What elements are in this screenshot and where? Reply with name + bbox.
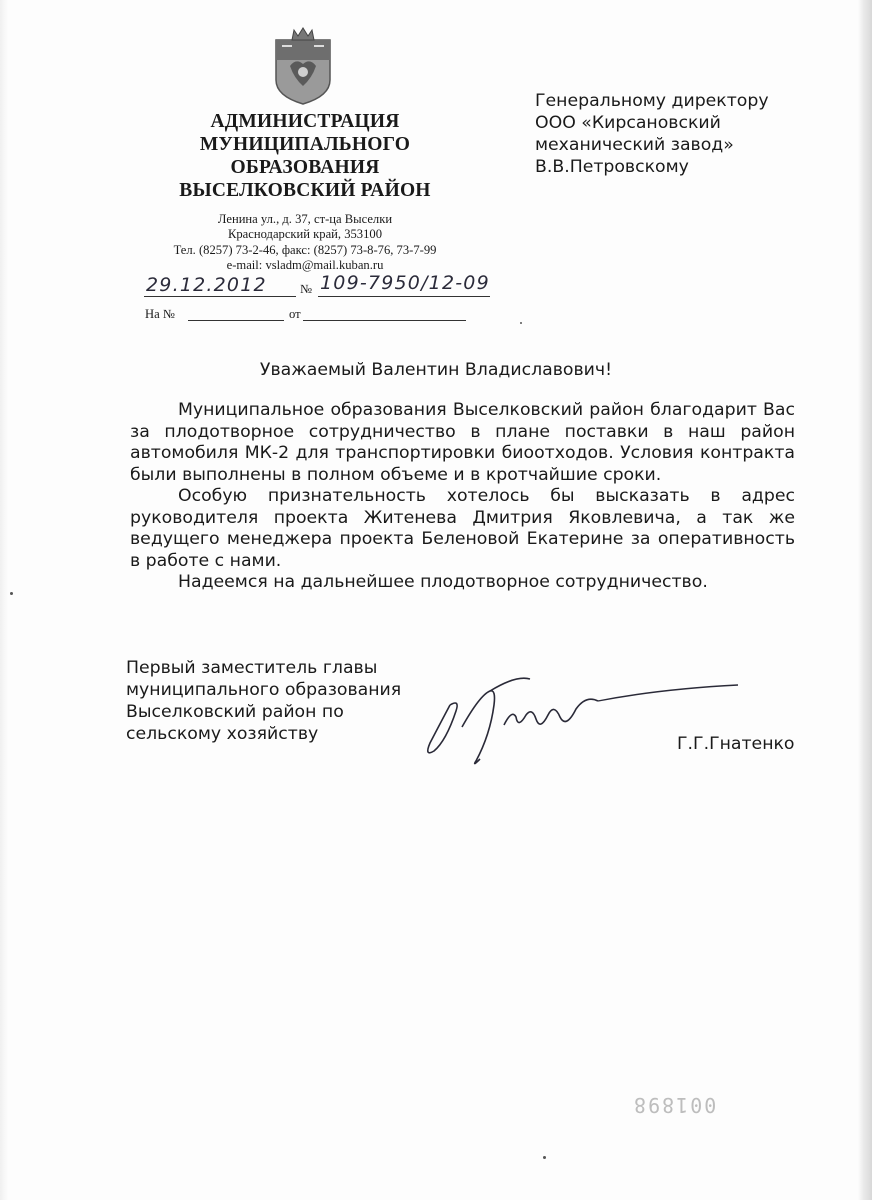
phone-line: Тел. (8257) 73-2-46, факс: (8257) 73-8-76, 73-7-99 bbox=[173, 242, 437, 257]
org-line: ОБРАЗОВАНИЯ bbox=[230, 157, 380, 178]
addressee-line: механический завод» bbox=[535, 135, 734, 155]
signatory-title-line: муниципального образования bbox=[126, 680, 402, 700]
page-shadow-right bbox=[858, 0, 872, 1200]
handwritten-signature bbox=[420, 665, 750, 775]
scan-speck bbox=[10, 592, 13, 595]
region-line: Краснодарский край, 353100 bbox=[227, 227, 382, 242]
org-line: ВЫСЕЛКОВСКИЙ РАЙОН bbox=[179, 180, 431, 201]
scan-speck bbox=[543, 1156, 546, 1159]
signatory-title-line: Выселковский район по bbox=[126, 702, 344, 722]
serial-number: 001898 bbox=[632, 1093, 717, 1117]
body-paragraph: Особую признательность хотелось бы высказать в адрес руководителя проекта Житенева Дмитрия Яковлевича, а так же ведущего менеджера проекта Беленовой Екатерине за оперативность в работе с нами. bbox=[130, 486, 795, 571]
addressee-block bbox=[535, 90, 795, 178]
organization-name bbox=[160, 110, 450, 202]
addressee-line: Генеральному директору bbox=[535, 91, 769, 111]
scan-speck bbox=[520, 322, 522, 324]
signatory-name: Г.Г.Гнатенко bbox=[677, 734, 795, 754]
email-line: e-mail: vsladm@mail.kuban.ru bbox=[226, 258, 384, 273]
addressee-line: В.В.Петровскому bbox=[535, 157, 689, 177]
address-line: Ленина ул., д. 37, ст-ца Выселки bbox=[217, 212, 393, 226]
contact-details bbox=[130, 212, 480, 274]
ref-underline bbox=[188, 320, 284, 321]
date-underline bbox=[144, 296, 296, 297]
org-line: МУНИЦИПАЛЬНОГО bbox=[199, 134, 411, 155]
ref-label: На № bbox=[145, 307, 175, 321]
handwritten-number: 109-7950/12-09 bbox=[320, 272, 490, 294]
body-paragraph: Муниципальное образования Выселковский район благодарит Вас за плодотворное сотрудничество в плане поставки в наш район автомобиля МК-2 для транспортировки биоотходов. Условия контракта были выполнены в полном объеме и в кротчайшие сроки. bbox=[130, 400, 795, 485]
ref-from-label: от bbox=[289, 307, 301, 321]
signatory-title bbox=[126, 657, 426, 745]
signatory-title-line: сельскому хозяйству bbox=[126, 724, 319, 744]
org-line: АДМИНИСТРАЦИЯ bbox=[210, 111, 400, 132]
addressee-line: ООО «Кирсановский bbox=[535, 113, 721, 133]
greeting: Уважаемый Валентин Владиславович! bbox=[259, 360, 613, 380]
body-paragraph: Надеемся на дальнейшее плодотворное сотрудничество. bbox=[178, 572, 708, 592]
signatory-title-line: Первый заместитель главы bbox=[126, 658, 378, 678]
page-shadow-left bbox=[0, 0, 8, 1200]
number-underline bbox=[318, 296, 490, 297]
ref-date-underline bbox=[303, 320, 466, 321]
handwritten-date: 29.12.2012 bbox=[146, 274, 267, 296]
letter-body bbox=[130, 400, 795, 594]
number-label: № bbox=[300, 282, 313, 296]
coat-of-arms-icon bbox=[272, 26, 334, 106]
